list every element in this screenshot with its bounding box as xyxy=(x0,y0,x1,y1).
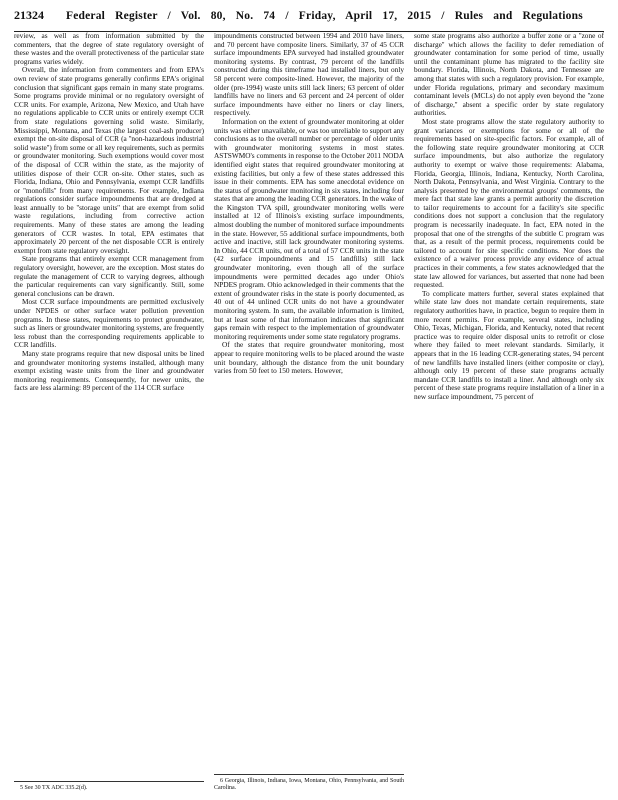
paragraph: State programs that entirely exempt CCR management from regulatory oversight, however, are the exception. Most states do regulate the management of CCR to varying degrees, although the particular requirements can vary significantly. Still, some general conclusions can be drawn. xyxy=(14,254,204,298)
page-number: 21324 xyxy=(14,8,44,22)
paragraph: Information on the extent of groundwater monitoring at older units was either unavailable, or was too unreliable to support any conclusions as to the overall number or percentage of older units with groundwater monitoring systems in most states. ASTSWMO's comments in response to the October 2011 NODA identified eight states that required groundwater monitoring at existing facilities, but only a few of these states addressed this issue in their comments. EPA has some anecdotal evidence on the status of groundwater monitoring in six states, including four states that are among the leading CCR generators. In the wake of the Kingston TVA spill, groundwater monitoring wells were installed at 12 of Illinois's existing surface impoundments, almost doubling the number of monitored surface impoundments in the state. However, 55 additional surface impoundments, both active and inactive, still lack groundwater monitoring systems. In Ohio, 44 CCR units, out of a total of 57 CCR units in the state (42 surface impoundments and 15 landfills) still lack groundwater monitoring, even though all of the surface impoundments were permitted decades ago under Ohio's NPDES program. Ohio acknowledged in their comments that the extent of groundwater risks in the state is poorly documented, as 40 out of 44 unlined CCR units do not have a groundwater monitoring system. In sum, the available information is limited, but at least some of that information indicates that significant gaps remain with respect to the implementation of groundwater monitoring requirements under some state regulatory programs. xyxy=(214,116,404,341)
paragraph: Many state programs require that new disposal units be lined and groundwater monitoring systems installed, although many exempt existing waste units from the liner and groundwater monitoring requirements. Consequently, for newer units, the facts are less alarming: 89 percent of the 114 CCR surface xyxy=(14,348,204,393)
text-columns xyxy=(14,32,604,792)
footnote: 5 See 30 TX ADC 335.2(d). xyxy=(14,781,204,792)
page-header xyxy=(14,8,604,32)
paragraph: To complicate matters further, several states explained that while state law does not mandate certain requirements, state regulatory authorities have, in practice, begun to require them in more recent permits. For example, several states, including Ohio, Texas, Michigan, Florida, and Kentucky, noted that recent practice was to require older disposal units to retrofit or close where they failed to meet relevant standards. Similarly, it appears that in the 16 leading CCR-generating states, 94 percent of new landfills have installed liners (either composite or clay), although only 19 percent of these state programs actually mandate CCR landfills to install a liner. And although only six percent of these state programs require installation of a liner in a new surface impoundment, 75 percent of xyxy=(414,288,604,401)
paragraph: Of the states that require groundwater monitoring, most appear to require monitoring wells to be placed around the waste unit boundary, although the distance from the unit boundary varies from 50 feet to 150 meters. However, xyxy=(214,340,404,376)
column-left xyxy=(14,32,204,792)
column-middle xyxy=(214,32,404,792)
paragraph: some state programs also authorize a buffer zone or a ''zone of discharge'' which allows the facility to defer remediation of groundwater contamination for some period of time, usually until the contaminant plume has migrated to the facility site boundary. Florida, Illinois, North Dakota, and Tennessee are among that states with such a regulatory provision. For example, under Florida regulations, primary and secondary maximum contaminant levels (MCLs) do not apply even beyond the ''zone of discharge,'' absent a specific order by state regulatory authorities. xyxy=(414,32,604,118)
paragraph: review, as well as from information submitted by the commenters, that the degree of state regulatory oversight of these wastes and the overall protectiveness of the particular state programs varies widely. xyxy=(14,32,204,66)
running-title: Federal Register / Vol. 80, No. 74 / Friday, April 17, 2015 / Rules and Regulations xyxy=(66,10,583,22)
paragraph: Most state programs allow the state regulatory authority to grant variances or exemptions for some or all of the requirements based on site-specific factors. For example, all of the following state require groundwater monitoring at CCR surface impoundments, but also authorize the regulatory authority to exempt or waive those requirements: Alabama, Florida, Georgia, Illinois, Indiana, Kentucky, North Carolina, North Dakota, Pennsylvania, and West Virginia. Contrary to the analysis presented by the environmental groups' comments, the mere fact that state law grants a permit authority the discretion to tailor requirements to account for a facility's site specific conditions does not support a conclusion that the regulatory program is necessarily inadequate. In fact, EPA noted in the proposal that one of the strengths of the subtitle C program was that, as a result of the permit process, requirements could be tailored to account for site specific conditions. Nor does the existence of a waiver process provide any evidence of actual practices in their comments, a few states acknowledged that the state law allowed for variances, but asserted that none had been requested. xyxy=(414,116,604,290)
paragraph: impoundments constructed between 1994 and 2010 have liners, and 70 percent have composite liners. Similarly, 37 of 45 CCR surface impoundments EPA surveyed had installed groundwater monitoring systems. By contrast, 79 percent of the landfills constructed during this timeframe had installed liners, but only 58 percent were composite-lined. However, the majority of the older (pre-1994) waste units still lack liners; 63 percent of older landfills have no liners and 63 percent and 24 percent of older surface impoundments have either no liners or clay liners, respectively. xyxy=(214,32,404,118)
footnote: 6 Georgia, Illinois, Indiana, Iowa, Montana, Ohio, Pennsylvania, and South Carolina. xyxy=(214,774,404,792)
column-right xyxy=(414,32,604,792)
paragraph: Most CCR surface impoundments are permitted exclusively under NPDES or other surface water pollution prevention programs. In these states, requirements to protect groundwater, such as liners or groundwater monitoring systems, are frequently less robust than the corresponding requirements applicable to CCR landfills. xyxy=(14,297,204,350)
paragraph: Overall, the information from commenters and from EPA's own review of state programs generally confirms EPA's original conclusion that significant gaps remain in many state programs. Some programs provide minimal or no regulatory oversight of CCR units. For example, Arizona, New Mexico, and Utah have no regulations applicable to CCR units or entirely exempt CCR from state regulations governing solid waste. Similarly, Mississippi, Montana, and Texas (the largest coal-ash producer) exempt the on-site disposal of CCR (a ''non-hazardous industrial solid waste'') from some or all key requirements, such as permits or groundwater monitoring. Such exemptions would cover most of the disposal of CCR within the state, as the majority of utilities dispose of their CCR on-site. Other states, such as Florida, Indiana, Ohio and Pennsylvania, exempt CCR landfills or ''monofills'' from many requirements. For example, Indiana regulations consider surface impoundments that are dredged at least annually to be ''storage units'' that are exempt from solid waste regulations, including from corrective action requirements. Many of these states are among the leading generators of CCR wastes. In total, EPA estimates that approximately 20 percent of the net disposable CCR is entirely exempt from state regulatory oversight. xyxy=(14,65,204,255)
